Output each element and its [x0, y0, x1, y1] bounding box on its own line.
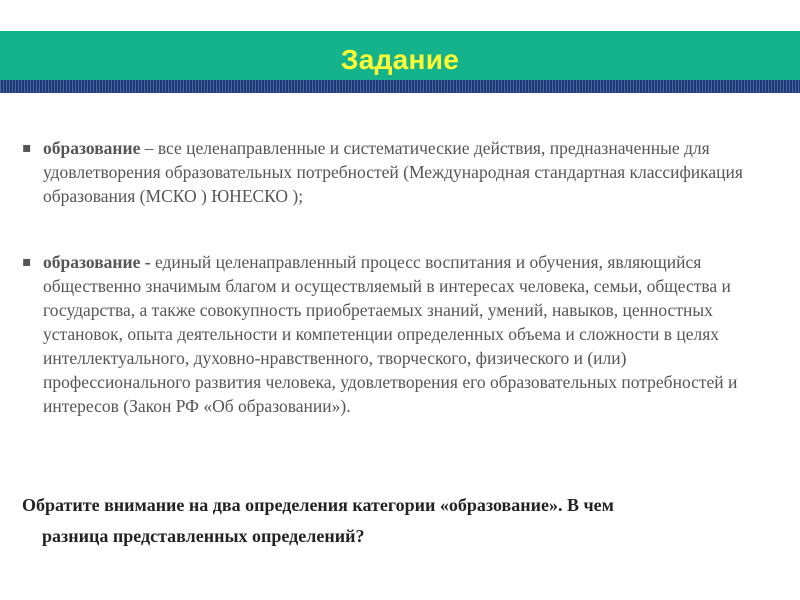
bullet-icon: ▪ — [22, 140, 32, 156]
definition-item-2 — [22, 250, 767, 418]
decorative-stripe — [0, 80, 800, 93]
definition-item-1 — [22, 136, 767, 208]
slide-title: Задание — [340, 44, 460, 75]
question-text — [22, 490, 782, 552]
definition-body-2: единый целенаправленный процесс воспитания и обучения, являющийся общественно значимым благом и осуществляемый в интересах человека, семьи, общества и государства, а также совокупность приобретаемых знаний, умений, навыков, ценностных установок, опыта деятельности и компетенции определенных объема и сложности в целях интеллектуального, духовно-нравственного, творческого, физического и (или) профессионального развития человека, удовлетворения его образовательных потребностей и интересов (Закон РФ «Об образовании»). — [43, 252, 738, 416]
definition-separator-1: – — [140, 138, 158, 158]
definition-text-2 — [27, 250, 767, 418]
bullet-icon: ▪ — [22, 254, 32, 270]
question-line-1: Обратите внимание на два определения категории «образование». В чем — [22, 495, 614, 515]
definition-body-1: все целенаправленные и систематические действия, предназначенные для удовлетворения образовательных потребностей (Международная стандартная классификация образования (МСКО ) ЮНЕСКО ); — [43, 138, 743, 206]
question-line-2: разница представленных определений? — [42, 526, 365, 546]
definition-term-1: образование — [43, 138, 141, 158]
definition-text-1 — [27, 136, 767, 208]
definition-term-2: образование - — [43, 252, 151, 272]
